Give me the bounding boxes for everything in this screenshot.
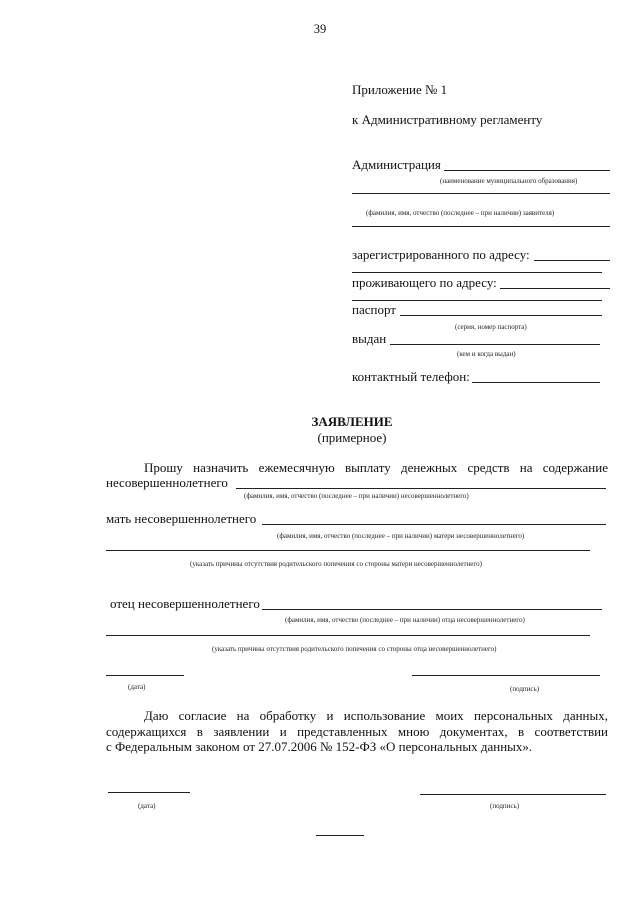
date-field-2[interactable] <box>108 792 190 793</box>
signature-caption-2: (подпись) <box>490 802 520 810</box>
mother-label: мать несовершеннолетнего <box>106 511 257 526</box>
applicant-name-caption: (фамилия, имя, отчество (последнее – при наличии) заявителя) <box>366 209 555 217</box>
issued-field[interactable] <box>390 344 600 345</box>
consent-text-line1: Даю согласие на обработку и использование моих персональных данных, <box>144 708 608 723</box>
father-reason-field[interactable] <box>106 635 590 636</box>
page-number: 39 <box>313 22 327 36</box>
municipality-caption: (наименование муниципального образования) <box>440 177 578 185</box>
registered-address-field-2[interactable] <box>352 272 602 273</box>
signature-field-1[interactable] <box>412 675 600 676</box>
administration-label: Администрация <box>352 157 441 172</box>
end-rule <box>316 835 364 836</box>
mother-name-field[interactable] <box>262 524 606 525</box>
request-text-line2: несовершеннолетнего <box>106 475 228 490</box>
father-name-caption: (фамилия, имя, отчество (последнее – при наличии) отца несовершеннолетнего) <box>285 616 525 624</box>
statement-title: ЗАЯВЛЕНИЕ <box>311 414 393 429</box>
appendix-regulation: к Административному регламенту <box>352 112 543 127</box>
consent-text-line3: с Федеральным законом от 27.07.2006 № 152-ФЗ «О персональных данных». <box>106 739 533 754</box>
mother-name-caption: (фамилия, имя, отчество (последнее – при наличии) матери несовершеннолетнего) <box>277 532 525 540</box>
living-label: проживающего по адресу: <box>352 275 497 290</box>
minor-name-caption: (фамилия, имя, отчество (последнее – при наличии) несовершеннолетнего) <box>244 492 469 500</box>
mother-reason-field[interactable] <box>106 550 590 551</box>
registered-label: зарегистрированного по адресу: <box>352 247 530 262</box>
father-name-field[interactable] <box>262 609 602 610</box>
administration-field[interactable] <box>444 170 610 171</box>
issued-caption: (кем и когда выдан) <box>457 350 516 358</box>
date-field-1[interactable] <box>106 675 184 676</box>
living-address-field[interactable] <box>500 288 610 289</box>
applicant-name-field[interactable] <box>352 193 610 194</box>
applicant-name-field-2[interactable] <box>352 226 610 227</box>
issued-label: выдан <box>352 331 387 346</box>
registered-address-field[interactable] <box>534 260 610 261</box>
phone-field[interactable] <box>472 382 600 383</box>
request-text-line1: Прошу назначить ежемесячную выплату денежных средств на содержание <box>144 460 608 475</box>
consent-text-line2: содержащихся в заявлении и представленных мною документах, в соответствии <box>106 724 608 739</box>
signature-caption-1: (подпись) <box>510 685 540 693</box>
passport-caption: (серия, номер паспорта) <box>455 323 527 331</box>
appendix-title: Приложение № 1 <box>352 82 448 97</box>
passport-label: паспорт <box>352 302 396 317</box>
living-address-field-2[interactable] <box>352 300 602 301</box>
father-reason-caption: (указать причины отсутствия родительского попечения со стороны отца несовершеннолетнего) <box>212 645 497 653</box>
father-label: отец несовершеннолетнего <box>110 596 260 611</box>
date-caption-1: (дата) <box>128 683 146 691</box>
statement-subtitle: (примерное) <box>317 430 387 445</box>
phone-label: контактный телефон: <box>352 369 470 384</box>
mother-reason-caption: (указать причины отсутствия родительского попечения со стороны матери несовершеннолетнего) <box>190 560 482 568</box>
passport-field[interactable] <box>400 315 602 316</box>
date-caption-2: (дата) <box>138 802 156 810</box>
signature-field-2[interactable] <box>420 794 606 795</box>
minor-name-field[interactable] <box>236 488 606 489</box>
